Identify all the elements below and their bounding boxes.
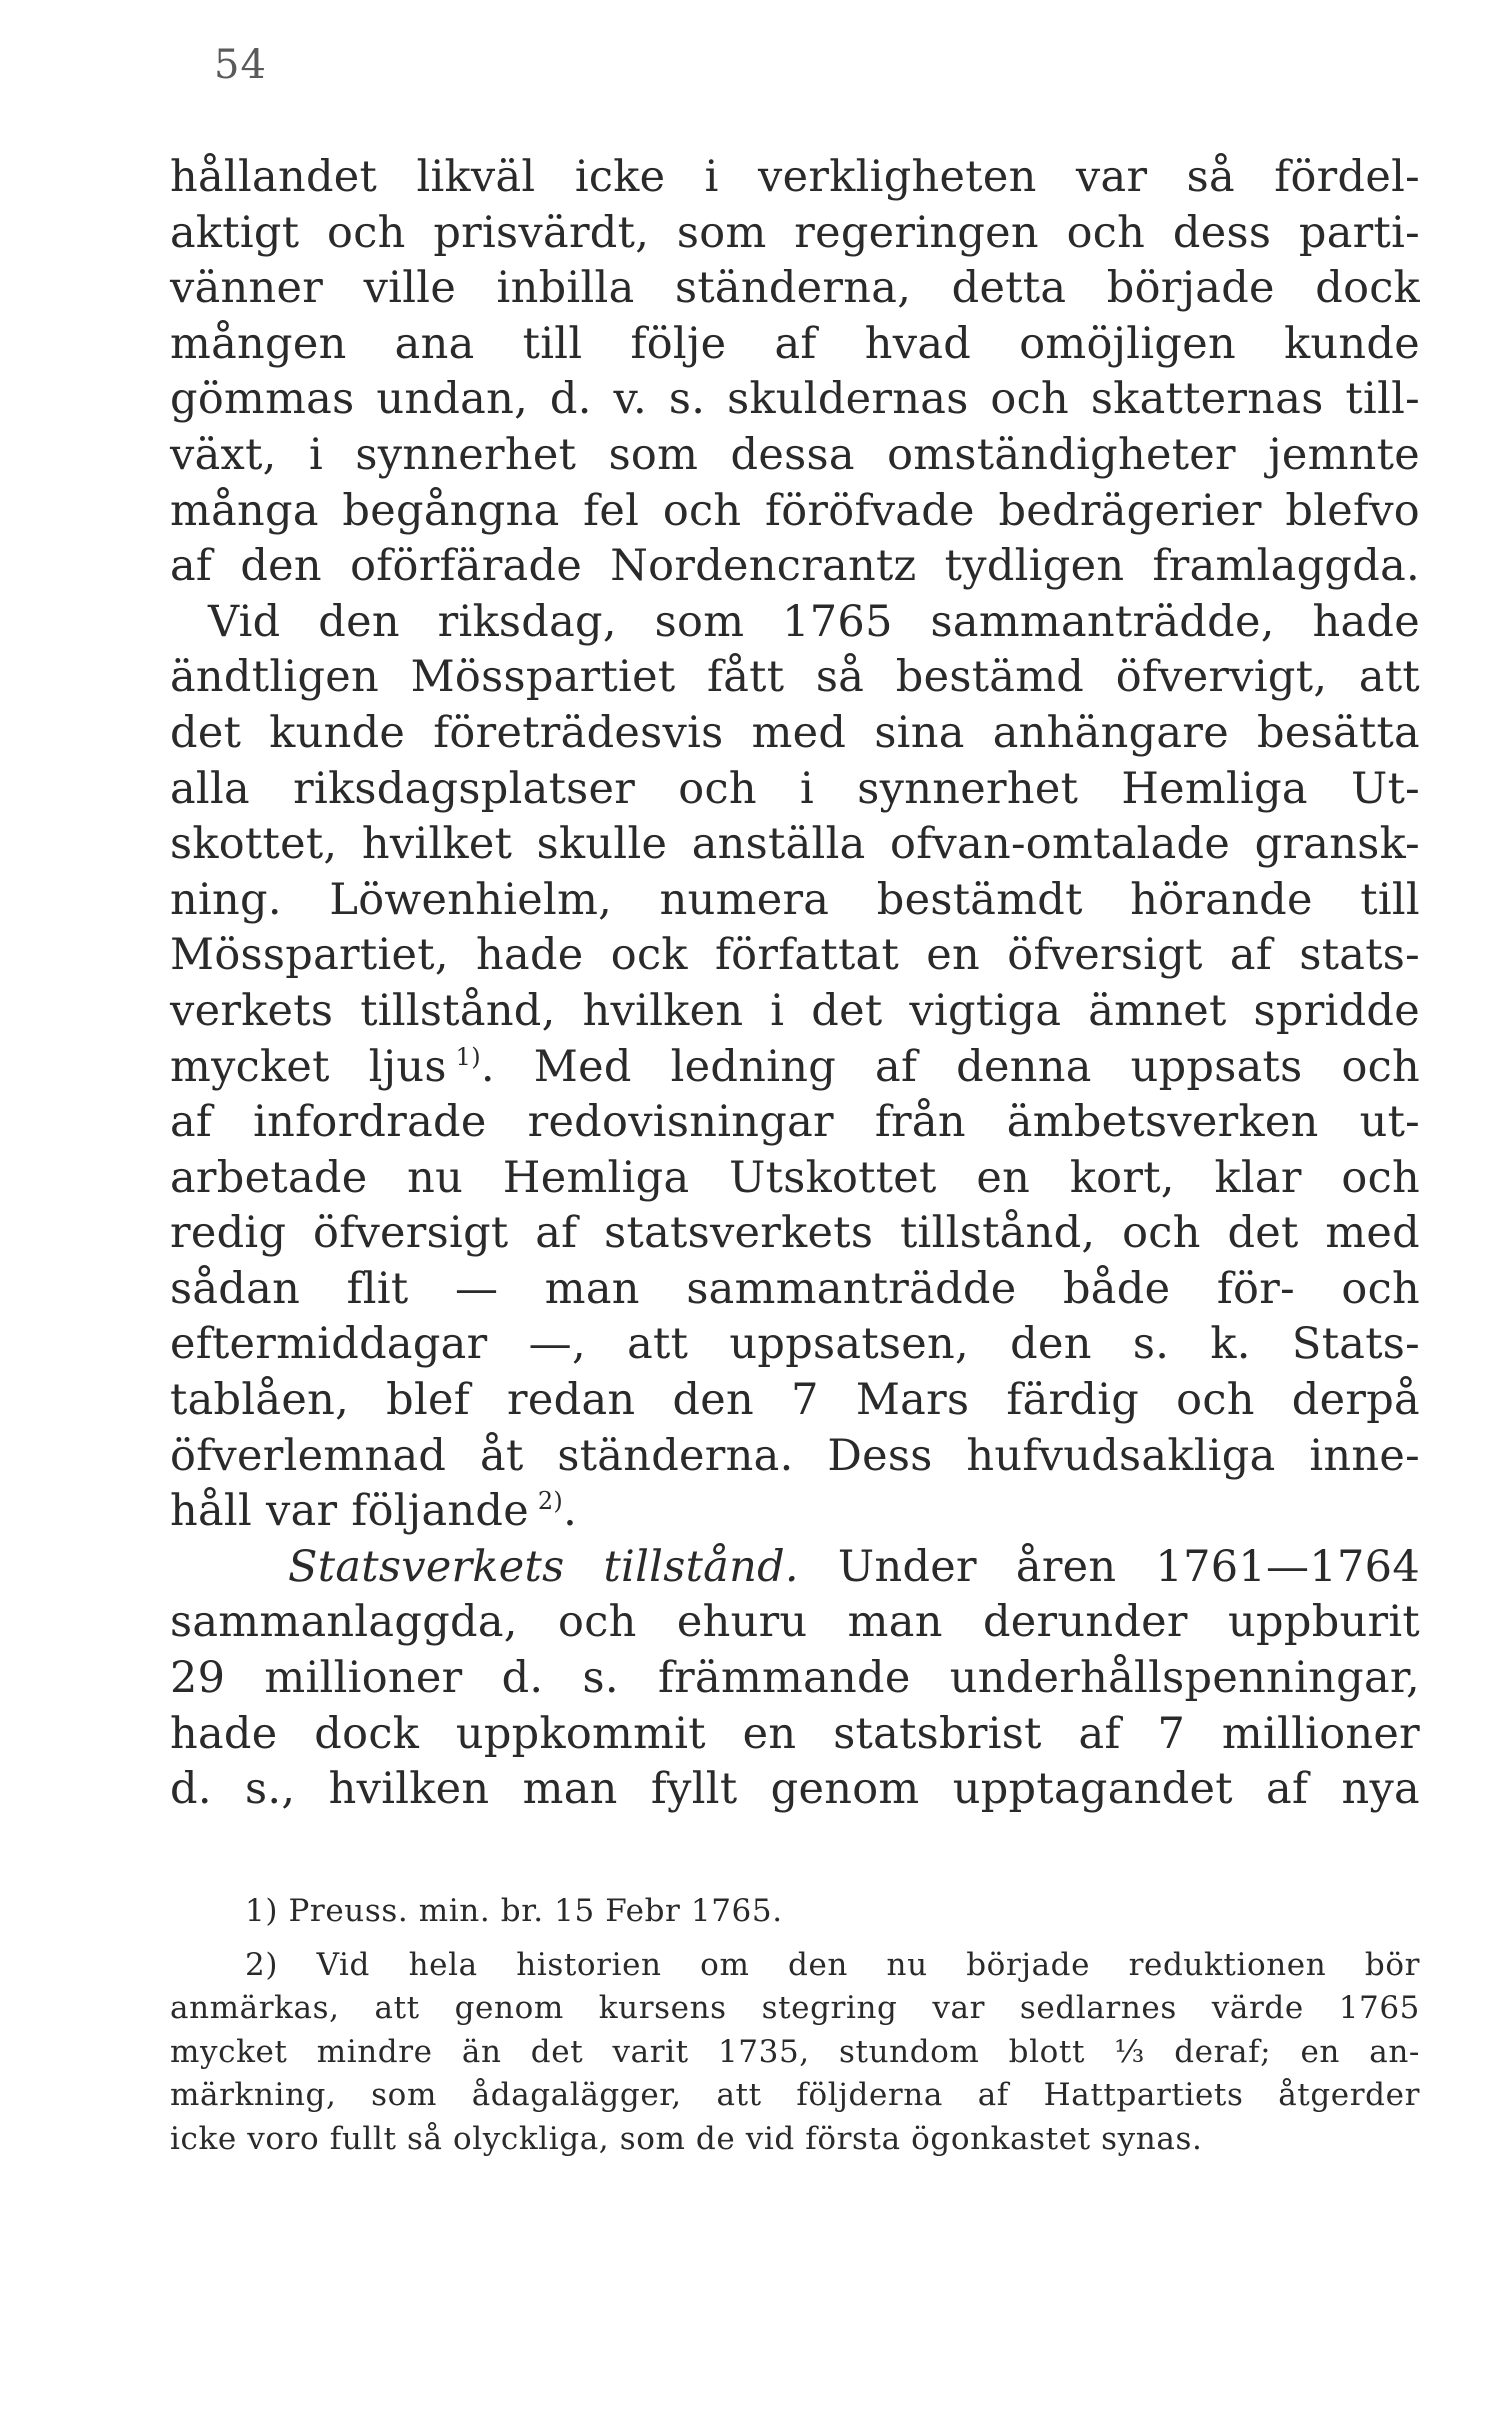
text-line: Mösspartiet, hade ock författat en öfversigt af stats- [170, 930, 1420, 981]
text-line: 29 millioner d. s. främmande underhållspenningar, [170, 1653, 1420, 1704]
text-segment: Under åren 1761—1764 [798, 1541, 1420, 1592]
text-segment: . Med ledning af denna uppsats och [480, 1041, 1421, 1092]
footnote-ref: 1) [455, 1042, 481, 1071]
text-segment: håll var följande [170, 1486, 529, 1537]
text-line: vänner ville inbilla ständerna, detta började dock [170, 263, 1420, 314]
text-line: tablåen, blef redan den 7 Mars färdig och derpå [170, 1375, 1420, 1426]
footnotes [170, 1890, 1420, 2161]
footnote-line: anmärkas, att genom kursens stegring var sedlarnes värde 1765 [170, 1990, 1420, 2026]
body-text [170, 150, 1420, 1818]
footnote-ref: 2) [537, 1487, 564, 1516]
text-line: skottet, hvilket skulle anställa ofvan-omtalade gransk- [170, 819, 1420, 870]
section-heading: Statsverkets tillstånd. [288, 1541, 799, 1592]
footnote-1: 1) Preuss. min. br. 15 Febr 1765. [245, 1893, 783, 1929]
text-line: många begångna fel och föröfvade bedrägerier blefvo [170, 485, 1420, 536]
footnote-line: märkning, som ådagalägger, att följderna af Hattpartiets åtgerder [170, 2077, 1420, 2113]
text-line: ändtligen Mösspartiet fått så bestämd öfvervigt, att [170, 652, 1420, 703]
text-segment: . [563, 1486, 578, 1537]
text-line: hållandet likväl icke i verkligheten var så fördel- [170, 152, 1420, 202]
text-line: öfverlemnad åt ständerna. Dess hufvudsakliga inne- [170, 1430, 1420, 1481]
text-line: det kunde företrädesvis med sina anhängare besätta [170, 707, 1420, 758]
footnote-gap [170, 1934, 1420, 1944]
text-line: eftermiddagar —, att uppsatsen, den s. k. Stats- [170, 1319, 1420, 1370]
text-line: verkets tillstånd, hvilken i det vigtiga ämnet spridde [170, 985, 1420, 1036]
text-line: sammanlaggda, och ehuru man derunder uppburit [170, 1597, 1420, 1648]
text-line: gömmas undan, d. v. s. skuldernas och skatternas till- [170, 374, 1420, 425]
page-number: 54 [214, 42, 267, 88]
footnote-line: icke voro fullt så olyckliga, som de vid första ögonkastet synas. [170, 2120, 1203, 2157]
footnote-line: mycket mindre än det varit 1735, stundom blott ⅓ deraf; en an- [170, 2033, 1420, 2070]
footnote-2: 2) Vid hela historien om den nu började reduktionen bör [245, 1946, 1420, 1983]
text-line: aktigt och prisvärdt, som regeringen och dess parti- [170, 207, 1420, 258]
text-line-with-note [170, 1040, 1420, 1096]
text-line: alla riksdagsplatser och i synnerhet Hemliga Ut- [170, 763, 1420, 814]
text-line: redig öfversigt af statsverkets tillstånd, och det med [170, 1208, 1420, 1259]
text-line: d. s., hvilken man fyllt genom upptagandet af nya [170, 1764, 1420, 1815]
text-line: Vid den riksdag, som 1765 sammanträdde, hade [208, 596, 1420, 647]
text-line: arbetade nu Hemliga Utskottet en kort, klar och [170, 1152, 1420, 1203]
text-line: hade dock uppkommit en statsbrist af 7 millioner [170, 1708, 1420, 1759]
text-line: växt, i synnerhet som dessa omständigheter jemnte [170, 429, 1420, 480]
text-line: af den oförfärade Nordencrantz tydligen framlaggda. [170, 541, 1420, 592]
text-line: ning. Löwenhielm, numera bestämdt hörande till [170, 874, 1420, 925]
text-line: af infordrade redovisningar från ämbetsverken ut- [170, 1097, 1420, 1148]
section-heading-line [170, 1540, 1420, 1596]
text-line: sådan flit — man sammanträdde både för- och [170, 1263, 1420, 1314]
text-segment: mycket ljus [170, 1041, 447, 1092]
text-line-with-note [170, 1484, 1420, 1540]
text-line: mången ana till följe af hvad omöjligen kunde [170, 318, 1420, 369]
